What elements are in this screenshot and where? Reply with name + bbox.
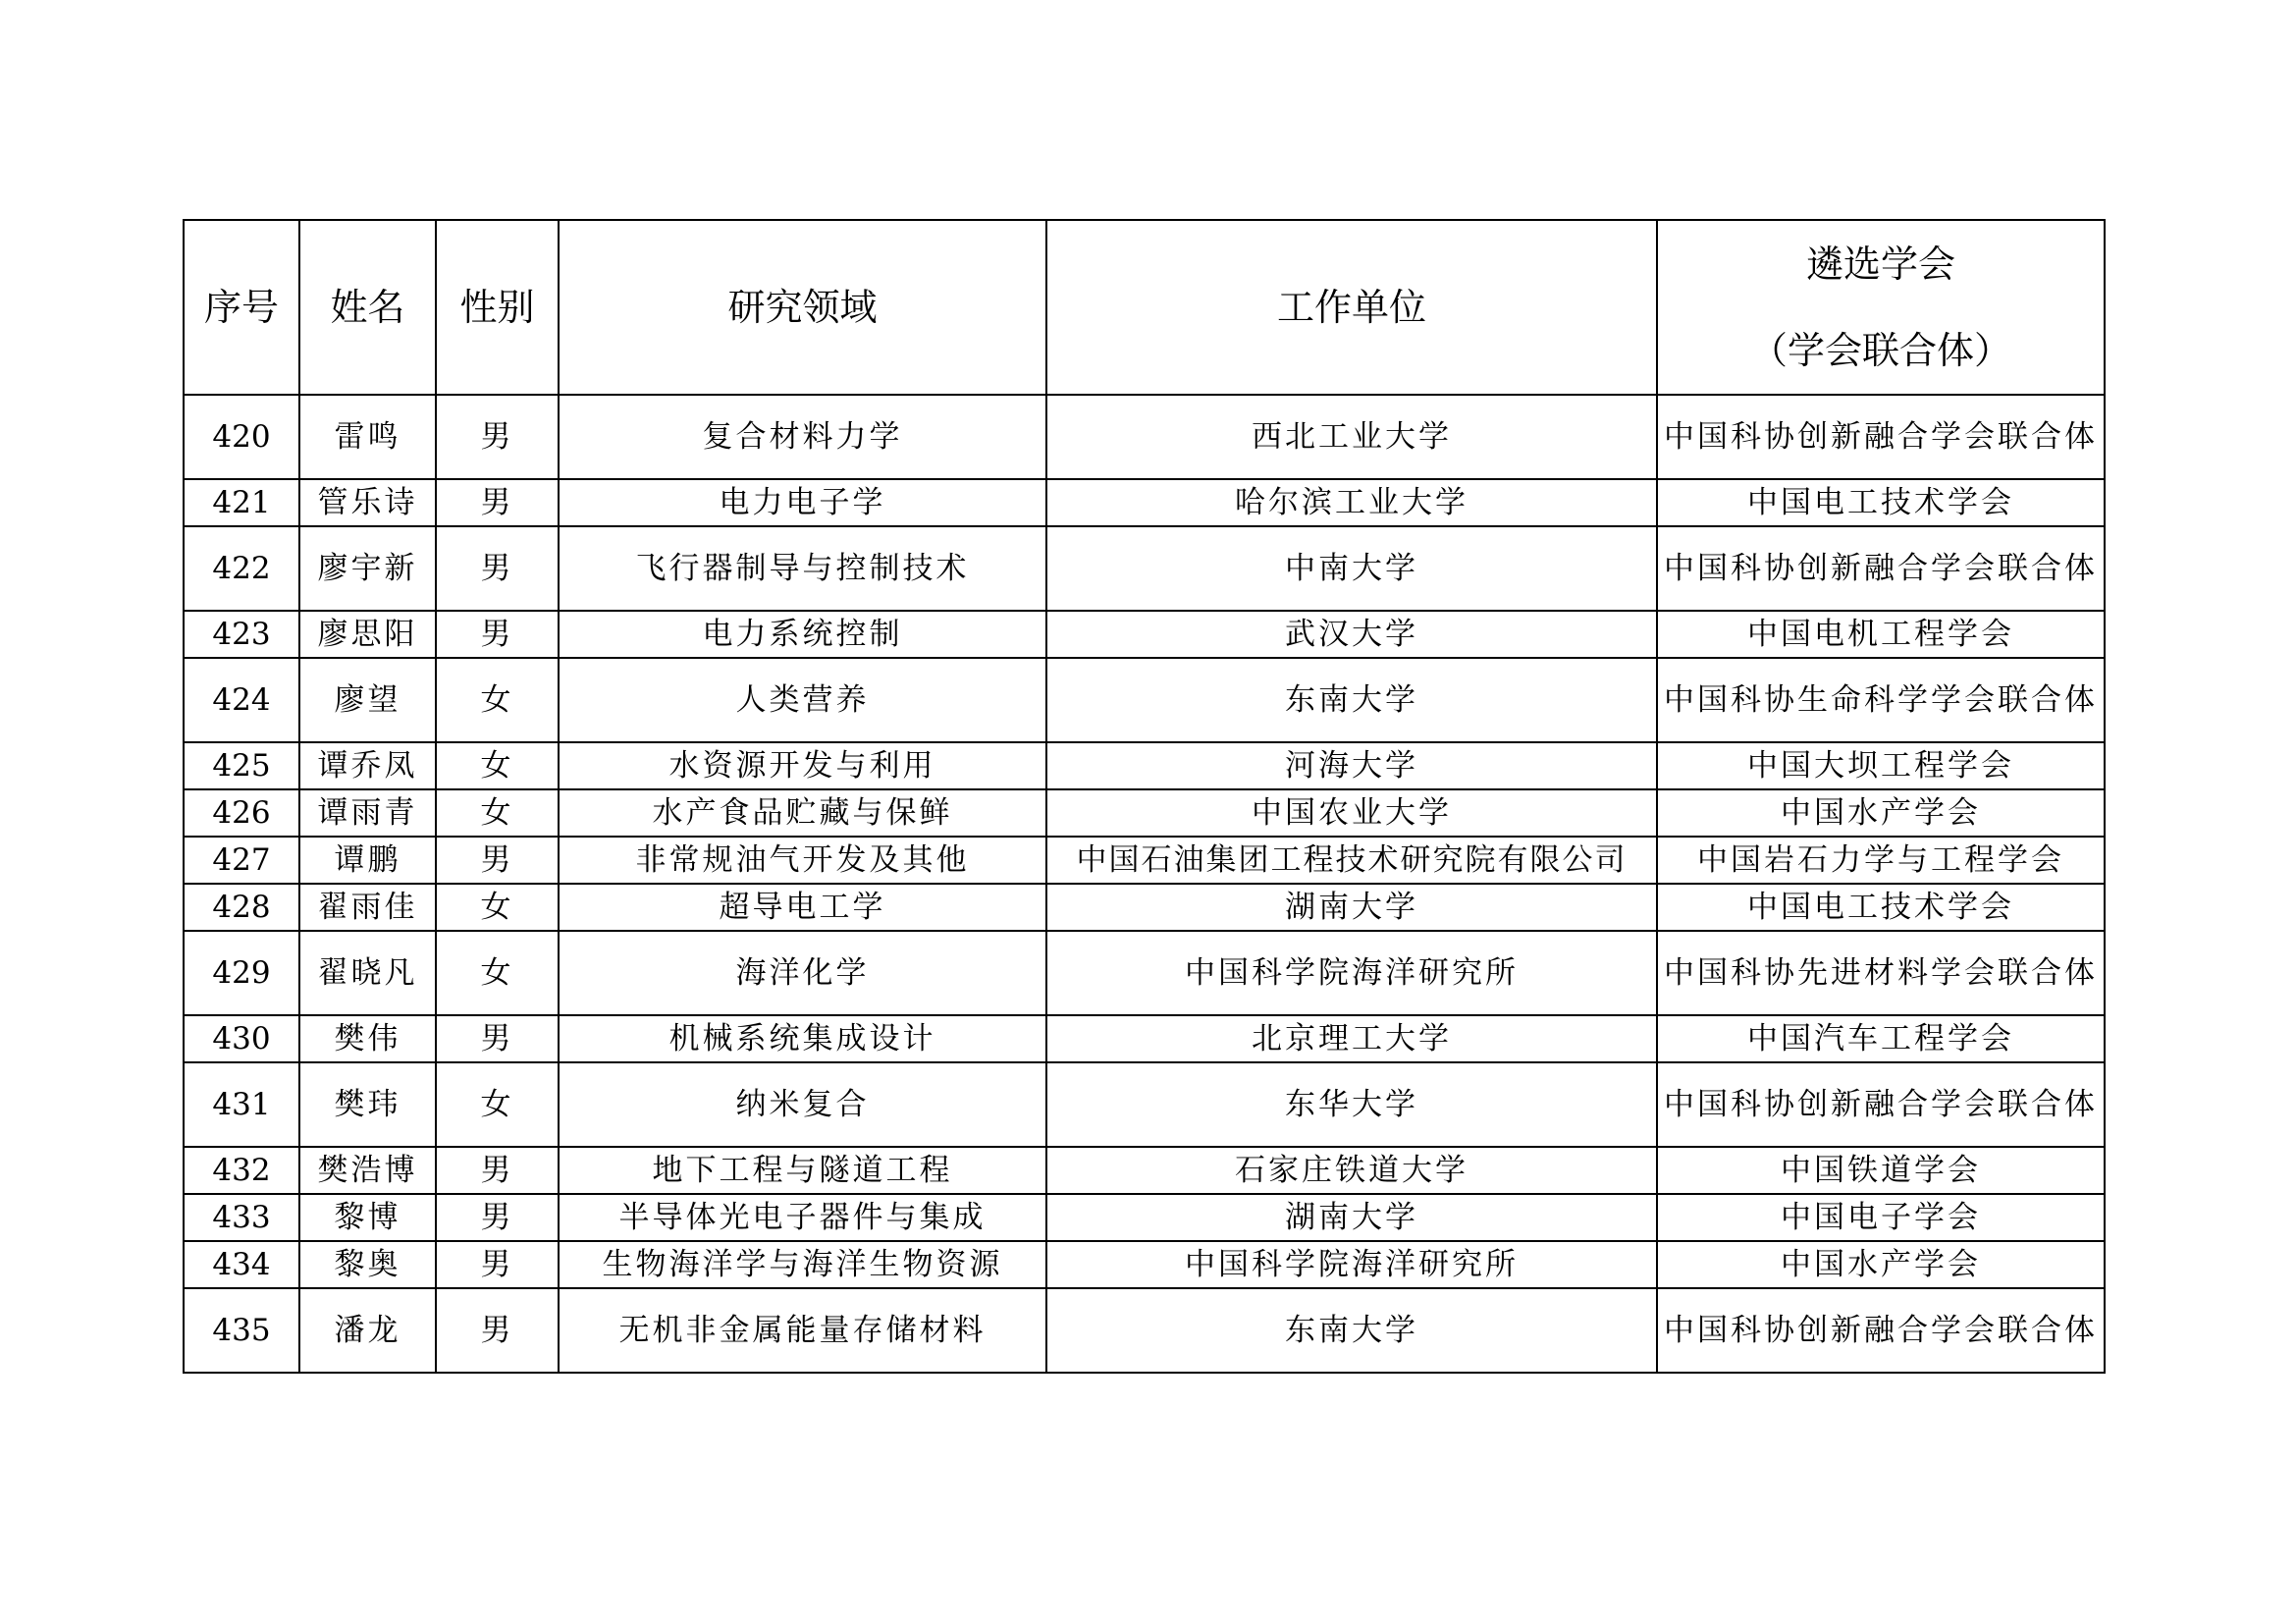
table-row	[184, 395, 2105, 479]
cell-field: 无机非金属能量存储材料	[559, 1288, 1046, 1373]
cell-unit: 湖南大学	[1046, 884, 1657, 931]
cell-seq: 423	[184, 611, 299, 658]
cell-field: 纳米复合	[559, 1062, 1046, 1147]
cell-society: 中国铁道学会	[1657, 1147, 2105, 1194]
cell-unit: 中国农业大学	[1046, 789, 1657, 837]
cell-unit: 湖南大学	[1046, 1194, 1657, 1241]
table-row	[184, 1194, 2105, 1241]
cell-society: 中国科协创新融合学会联合体	[1657, 1062, 2105, 1147]
cell-seq: 427	[184, 837, 299, 884]
cell-unit: 石家庄铁道大学	[1046, 1147, 1657, 1194]
cell-field: 电力电子学	[559, 479, 1046, 526]
cell-name: 黎博	[299, 1194, 436, 1241]
cell-gender: 男	[436, 395, 559, 479]
cell-society: 中国电子学会	[1657, 1194, 2105, 1241]
cell-society: 中国电工技术学会	[1657, 479, 2105, 526]
cell-society: 中国科协创新融合学会联合体	[1657, 526, 2105, 611]
table-row	[184, 1288, 2105, 1373]
cell-field: 海洋化学	[559, 931, 1046, 1015]
table-row	[184, 479, 2105, 526]
cell-field: 地下工程与隧道工程	[559, 1147, 1046, 1194]
cell-field: 半导体光电子器件与集成	[559, 1194, 1046, 1241]
table-row	[184, 1241, 2105, 1288]
cell-field: 人类营养	[559, 658, 1046, 742]
cell-seq: 430	[184, 1015, 299, 1062]
cell-society: 中国电机工程学会	[1657, 611, 2105, 658]
cell-name: 黎奥	[299, 1241, 436, 1288]
cell-unit: 中国科学院海洋研究所	[1046, 931, 1657, 1015]
cell-society: 中国科协创新融合学会联合体	[1657, 1288, 2105, 1373]
cell-field: 机械系统集成设计	[559, 1015, 1046, 1062]
cell-field: 水资源开发与利用	[559, 742, 1046, 789]
cell-field: 生物海洋学与海洋生物资源	[559, 1241, 1046, 1288]
cell-name: 潘龙	[299, 1288, 436, 1373]
cell-unit: 北京理工大学	[1046, 1015, 1657, 1062]
cell-seq: 431	[184, 1062, 299, 1147]
table-row	[184, 526, 2105, 611]
cell-society: 中国大坝工程学会	[1657, 742, 2105, 789]
cell-name: 廖思阳	[299, 611, 436, 658]
cell-seq: 420	[184, 395, 299, 479]
cell-name: 翟晓凡	[299, 931, 436, 1015]
cell-unit: 西北工业大学	[1046, 395, 1657, 479]
cell-gender: 男	[436, 837, 559, 884]
cell-seq: 428	[184, 884, 299, 931]
cell-unit: 东南大学	[1046, 658, 1657, 742]
cell-unit: 河海大学	[1046, 742, 1657, 789]
table-row	[184, 1015, 2105, 1062]
cell-society: 中国科协创新融合学会联合体	[1657, 395, 2105, 479]
header-seq: 序号	[184, 220, 299, 395]
cell-name: 樊玮	[299, 1062, 436, 1147]
cell-unit: 中国石油集团工程技术研究院有限公司	[1046, 837, 1657, 884]
cell-name: 樊伟	[299, 1015, 436, 1062]
header-name: 姓名	[299, 220, 436, 395]
cell-unit: 中南大学	[1046, 526, 1657, 611]
cell-name: 廖望	[299, 658, 436, 742]
cell-seq: 421	[184, 479, 299, 526]
cell-name: 谭雨青	[299, 789, 436, 837]
header-unit: 工作单位	[1046, 220, 1657, 395]
table-row	[184, 611, 2105, 658]
cell-name: 谭鹏	[299, 837, 436, 884]
cell-seq: 422	[184, 526, 299, 611]
cell-name: 管乐诗	[299, 479, 436, 526]
cell-seq: 429	[184, 931, 299, 1015]
cell-gender: 男	[436, 611, 559, 658]
cell-field: 电力系统控制	[559, 611, 1046, 658]
table-row	[184, 789, 2105, 837]
cell-society: 中国汽车工程学会	[1657, 1015, 2105, 1062]
cell-gender: 男	[436, 1015, 559, 1062]
table-row	[184, 1062, 2105, 1147]
cell-field: 超导电工学	[559, 884, 1046, 931]
cell-gender: 男	[436, 479, 559, 526]
cell-gender: 女	[436, 884, 559, 931]
cell-society: 中国科协先进材料学会联合体	[1657, 931, 2105, 1015]
cell-seq: 434	[184, 1241, 299, 1288]
cell-gender: 男	[436, 1241, 559, 1288]
table-row	[184, 931, 2105, 1015]
header-field: 研究领域	[559, 220, 1046, 395]
cell-name: 谭乔凤	[299, 742, 436, 789]
header-society-line1: 遴选学会	[1805, 243, 1955, 286]
cell-name: 雷鸣	[299, 395, 436, 479]
cell-seq: 426	[184, 789, 299, 837]
header-row	[184, 220, 2105, 395]
cell-gender: 女	[436, 1062, 559, 1147]
cell-seq: 425	[184, 742, 299, 789]
cell-unit: 武汉大学	[1046, 611, 1657, 658]
cell-unit: 东南大学	[1046, 1288, 1657, 1373]
cell-seq: 435	[184, 1288, 299, 1373]
cell-society: 中国科协生命科学学会联合体	[1657, 658, 2105, 742]
cell-unit: 哈尔滨工业大学	[1046, 479, 1657, 526]
cell-society: 中国水产学会	[1657, 1241, 2105, 1288]
table-row	[184, 837, 2105, 884]
cell-name: 翟雨佳	[299, 884, 436, 931]
cell-field: 非常规油气开发及其他	[559, 837, 1046, 884]
table-row	[184, 884, 2105, 931]
cell-gender: 男	[436, 526, 559, 611]
table-row	[184, 742, 2105, 789]
cell-society: 中国岩石力学与工程学会	[1657, 837, 2105, 884]
cell-unit: 东华大学	[1046, 1062, 1657, 1147]
cell-seq: 433	[184, 1194, 299, 1241]
header-society	[1657, 220, 2105, 395]
cell-field: 水产食品贮藏与保鲜	[559, 789, 1046, 837]
roster-table	[183, 219, 2106, 1374]
cell-gender: 男	[436, 1288, 559, 1373]
cell-name: 樊浩博	[299, 1147, 436, 1194]
cell-unit: 中国科学院海洋研究所	[1046, 1241, 1657, 1288]
cell-gender: 男	[436, 1147, 559, 1194]
cell-field: 飞行器制导与控制技术	[559, 526, 1046, 611]
cell-seq: 424	[184, 658, 299, 742]
cell-gender: 女	[436, 742, 559, 789]
table-row	[184, 658, 2105, 742]
cell-name: 廖宇新	[299, 526, 436, 611]
cell-gender: 男	[436, 1194, 559, 1241]
cell-gender: 女	[436, 658, 559, 742]
table-row	[184, 1147, 2105, 1194]
cell-field: 复合材料力学	[559, 395, 1046, 479]
cell-seq: 432	[184, 1147, 299, 1194]
header-society-line2: （学会联合体）	[1749, 329, 2011, 372]
header-gender: 性别	[436, 220, 559, 395]
cell-society: 中国水产学会	[1657, 789, 2105, 837]
cell-gender: 女	[436, 931, 559, 1015]
cell-society: 中国电工技术学会	[1657, 884, 2105, 931]
cell-gender: 女	[436, 789, 559, 837]
